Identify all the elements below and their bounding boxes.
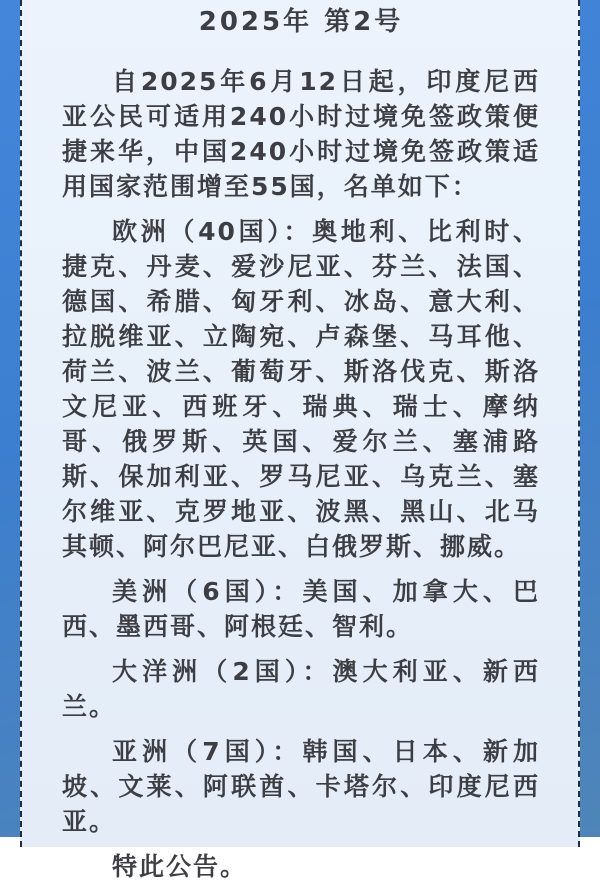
section-asia: 亚洲（7国）：韩国、日本、新加坡、文莱、阿联酋、卡塔尔、印度尼西亚。 (62, 737, 540, 836)
announcement-content (22, 0, 578, 884)
section-oceania: 大洋洲（2国）：澳大利亚、新西兰。 (62, 657, 540, 721)
announcement-issue-number: 2025年 第2号 (198, 7, 404, 37)
section-americas: 美洲（6国）：美国、加拿大、巴西、墨西哥、阿根廷、智利。 (62, 577, 540, 641)
closing-paragraph: 特此公告。 (112, 852, 248, 881)
announcement-card (20, 0, 580, 881)
intro-paragraph: 自2025年6月12日起，印度尼西亚公民可适用240小时过境免签政策便捷来华，中国240小时过境免签政策适用国家范围增至55国，名单如下： (62, 67, 540, 201)
section-europe: 欧洲（40国）：奥地利、比利时、捷克、丹麦、爱沙尼亚、芬兰、法国、德国、希腊、匈牙利、冰岛、意大利、拉脱维亚、立陶宛、卢森堡、马耳他、荷兰、波兰、葡萄牙、斯洛伐克、斯洛文尼亚、西班牙、瑞典、瑞士、摩纳哥、俄罗斯、英国、爱尔兰、塞浦路斯、保加利亚、罗马尼亚、乌克兰、塞尔维亚、克罗地亚、波黑、黑山、北马其顿、阿尔巴尼亚、白俄罗斯、挪威。 (62, 217, 540, 561)
